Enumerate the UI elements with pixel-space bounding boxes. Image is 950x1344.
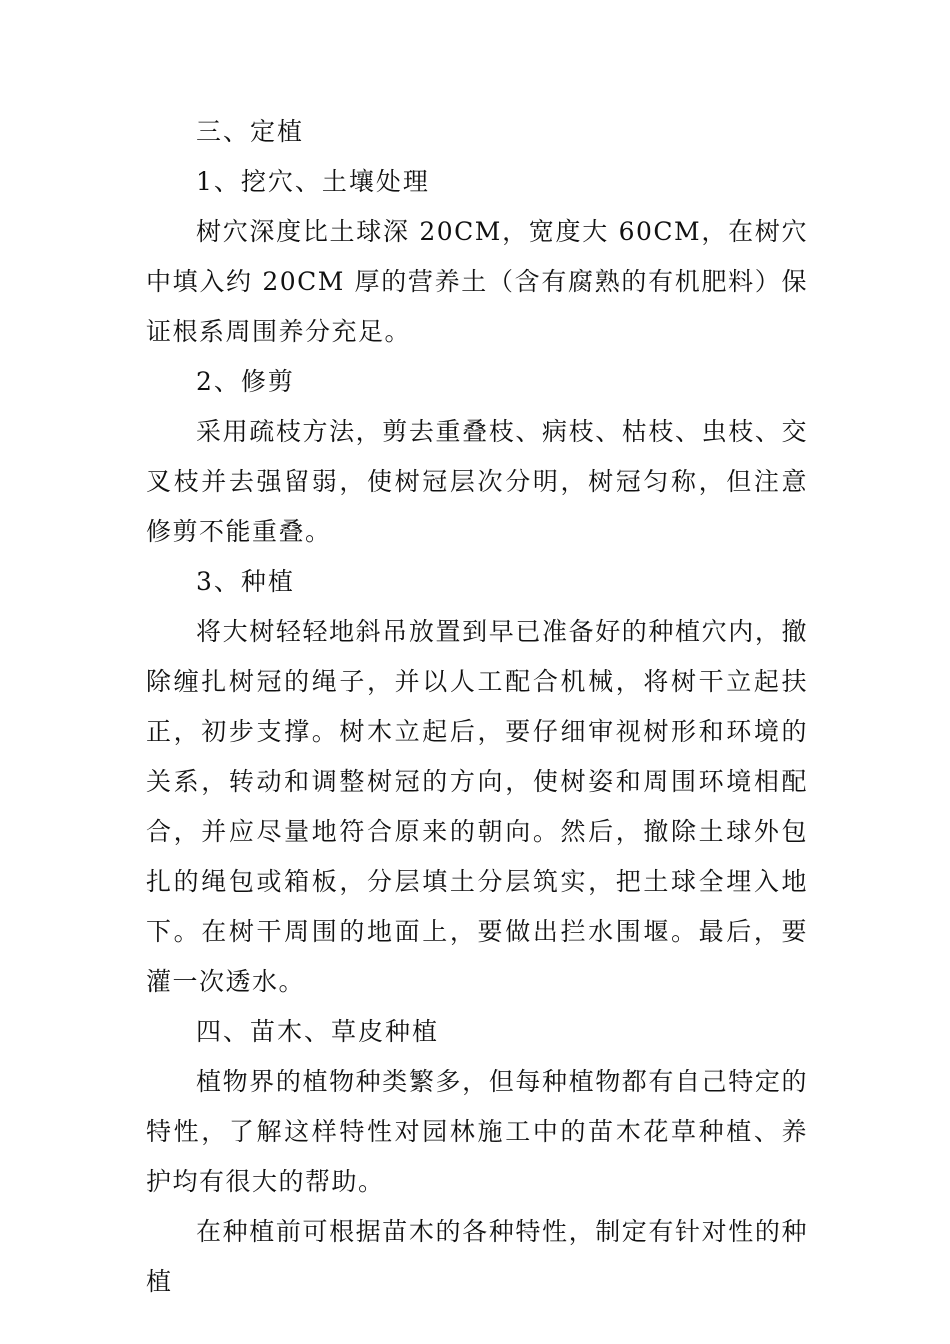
paragraph-plant-characteristics: 植物界的植物种类繁多，但每种植物都有自己特定的特性，了解这样特性对园林施工中的苗木花草种植、养护均有很大的帮助。 bbox=[146, 1067, 808, 1196]
document-body bbox=[146, 107, 808, 1307]
section-heading-dingzhi: 三、定植 bbox=[196, 117, 305, 146]
paragraph-planting-plan: 在种植前可根据苗木的各种特性，制定有针对性的种植 bbox=[146, 1217, 808, 1296]
subheading-digging: 1、挖穴、土壤处理 bbox=[196, 167, 430, 196]
paragraph-pruning: 采用疏枝方法，剪去重叠枝、病枝、枯枝、虫枝、交叉枝并去强留弱，使树冠层次分明，树冠匀称，但注意修剪不能重叠。 bbox=[146, 417, 808, 546]
section-heading-seedlings: 四、苗木、草皮种植 bbox=[196, 1017, 440, 1046]
paragraph-digging: 树穴深度比土球深 20CM，宽度大 60CM，在树穴中填入约 20CM 厚的营养土（含有腐熟的有机肥料）保证根系周围养分充足。 bbox=[146, 217, 808, 346]
subheading-planting: 3、种植 bbox=[196, 567, 295, 596]
subheading-pruning: 2、修剪 bbox=[196, 367, 295, 396]
paragraph-planting: 将大树轻轻地斜吊放置到早已准备好的种植穴内，撤除缠扎树冠的绳子，并以人工配合机械，将树干立起扶正，初步支撑。树木立起后，要仔细审视树形和环境的关系，转动和调整树冠的方向，使树姿和周围环境相配合，并应尽量地符合原来的朝向。然后，撤除土球外包扎的绳包或箱板，分层填土分层筑实，把土球全埋入地下。在树干周围的地面上，要做出拦水围堰。最后，要灌一次透水。 bbox=[146, 617, 808, 996]
